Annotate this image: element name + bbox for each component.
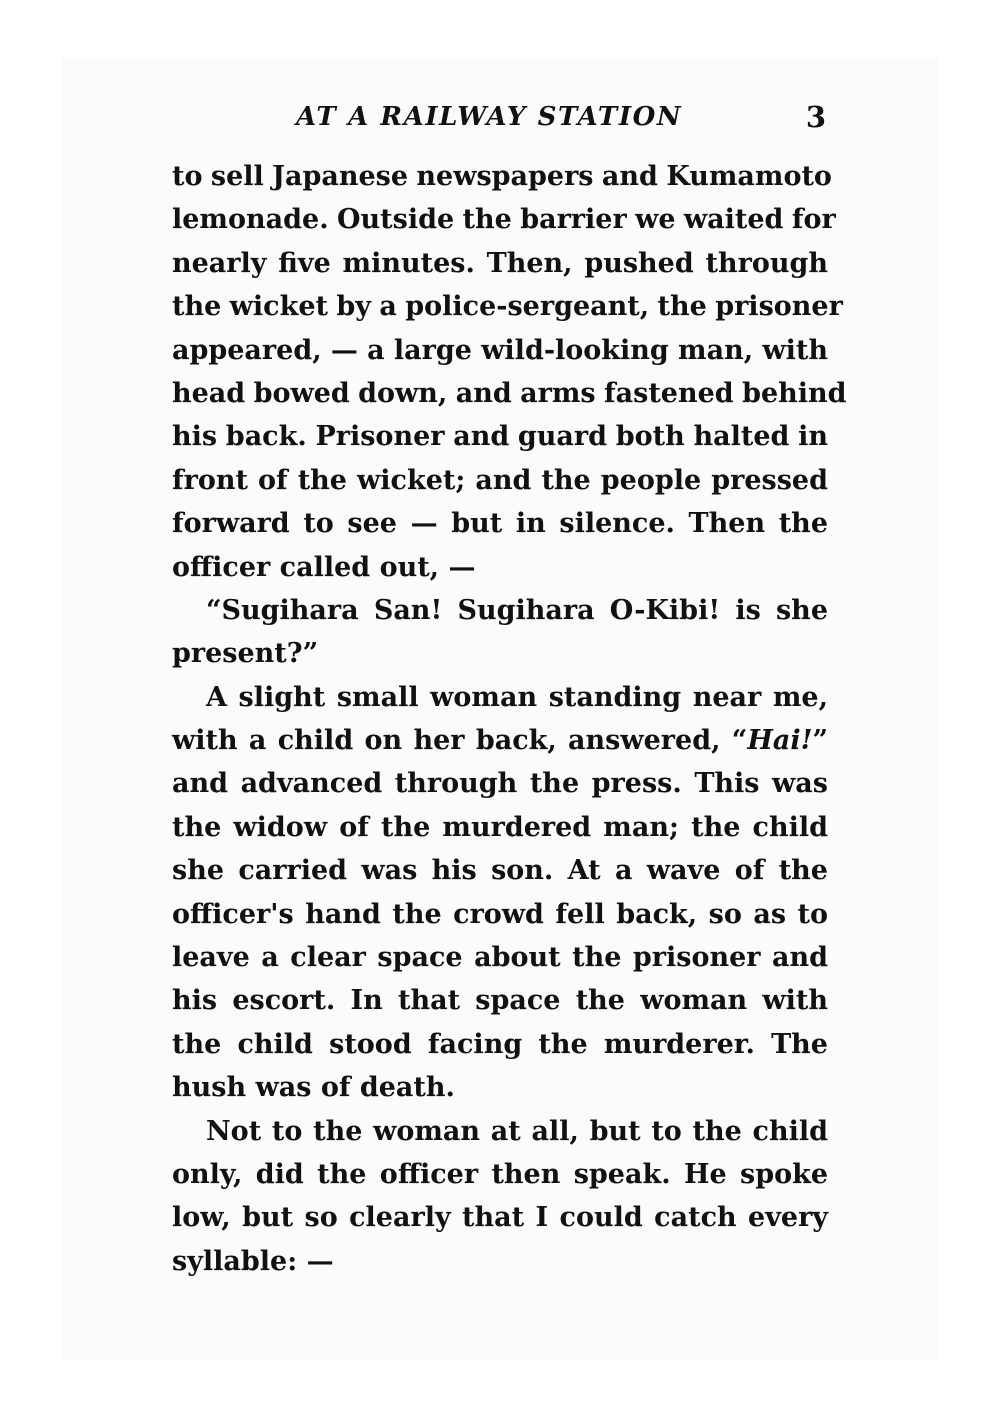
page-number: 3 xyxy=(805,100,826,134)
text-line: “Sugihara San! Sugihara O-Kibi! is she xyxy=(206,594,828,626)
text-line xyxy=(172,719,828,762)
text-line: the widow of the murdered man; the child xyxy=(172,811,828,843)
text-line: the wicket by a police-sergeant, the prisoner xyxy=(172,291,843,323)
text-line: his escort. In that space the woman with xyxy=(172,985,828,1017)
body-text xyxy=(172,155,847,1283)
text-fragment: ” xyxy=(812,725,828,757)
text-line: lemonade. Outside the barrier we waited for xyxy=(172,204,836,236)
text-line: and advanced through the press. This was xyxy=(172,768,828,800)
text-line: present?” xyxy=(172,638,319,670)
running-title: AT A RAILWAY STATION xyxy=(296,102,683,132)
text-line: appeared, — a large wild-looking man, with xyxy=(172,334,828,366)
text-line: syllable: — xyxy=(172,1245,334,1277)
text-line: his back. Prisoner and guard both halted in xyxy=(172,421,828,453)
text-line: nearly five minutes. Then, pushed through xyxy=(172,247,828,279)
text-line: she carried was his son. At a wave of the xyxy=(172,855,828,887)
text-line: forward to see — but in silence. Then the xyxy=(172,508,828,540)
text-line: officer's hand the crowd fell back, so as to xyxy=(172,898,828,930)
italic-word: Hai! xyxy=(747,725,813,757)
text-line: A slight small woman standing near me, xyxy=(206,681,828,713)
text-line: officer called out, — xyxy=(172,551,476,583)
text-line: hush was of death. xyxy=(172,1072,455,1104)
text-line: to sell Japanese newspapers and Kumamoto xyxy=(172,161,832,192)
text-line: front of the wicket; and the people pressed xyxy=(172,464,828,496)
text-line: the child stood facing the murderer. The xyxy=(172,1028,828,1060)
text-line: only, did the officer then speak. He spoke xyxy=(172,1158,828,1190)
text-line: leave a clear space about the prisoner and xyxy=(172,942,828,974)
text-line: head bowed down, and arms fastened behind xyxy=(172,377,847,409)
text-fragment: with a child on her back, answered, “ xyxy=(172,725,748,757)
text-line: low, but so clearly that I could catch every xyxy=(172,1202,828,1234)
text-line: Not to the woman at all, but to the child xyxy=(206,1115,828,1147)
running-header xyxy=(172,100,828,144)
